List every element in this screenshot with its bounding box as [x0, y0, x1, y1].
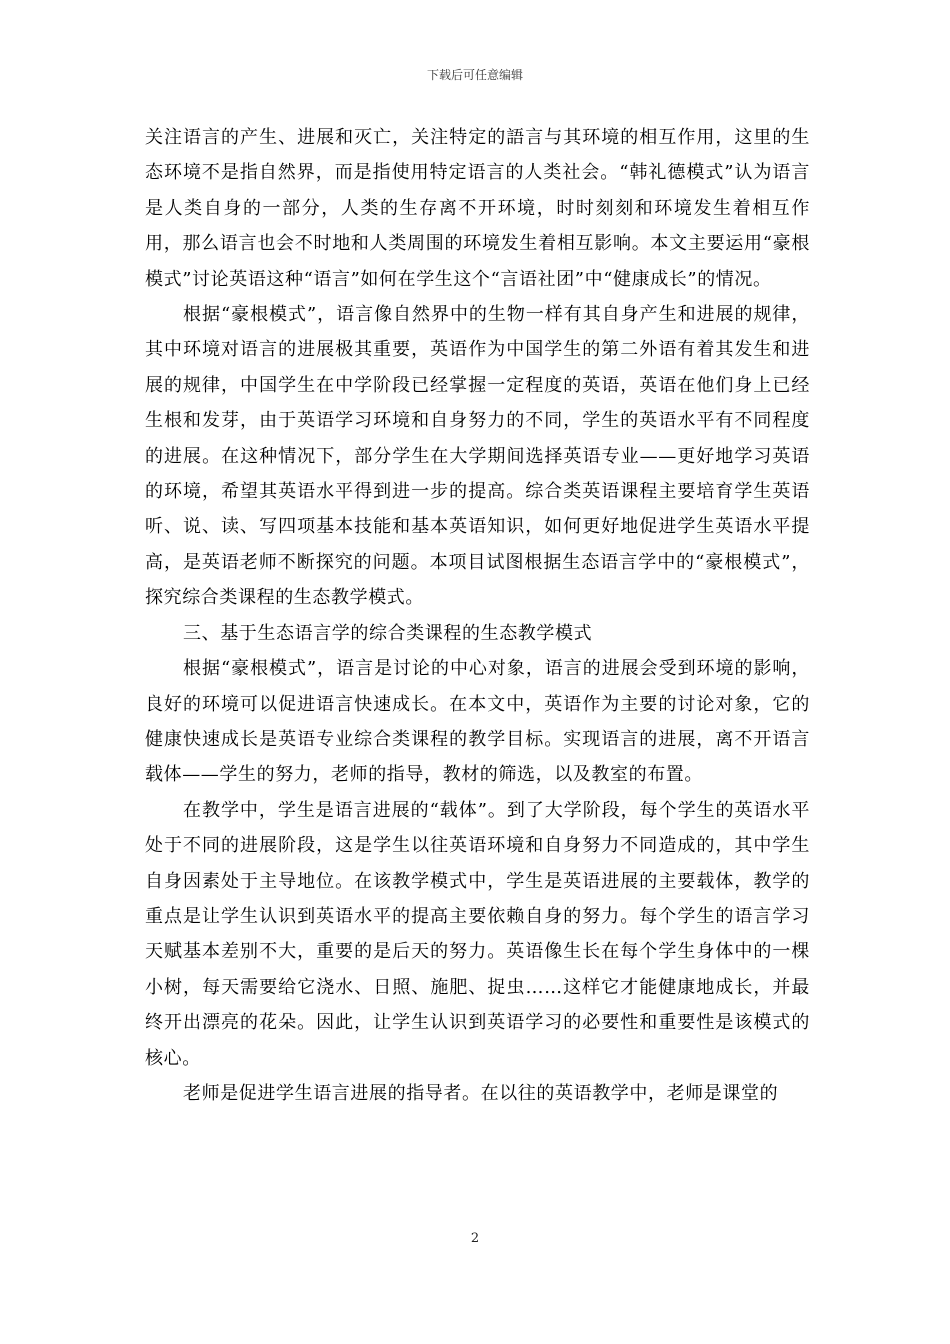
section-heading: 三、基于生态语言学的综合类课程的生态教学模式	[183, 622, 593, 644]
page-header: 下载后可任意编辑	[426, 68, 523, 82]
paragraph: 根据“豪根模式”，语言像自然界中的生物一样有其自身产生和进展的规律，其中环境对语言的进展极其重要，英语作为中国学生的第二外语有着其发生和进展的规律，中国学生在中学阶段已经掌握一定程度的英语，英语在他们身上已经生根和发芽，由于英语学习环境和自身努力的不同，学生的英语水平有不同程度的进展。在这种情况下，部分学生在大学期间选择英语专业——更好地学习英语的环境，希望其英语水平得到进一步的提高。综合类英语课程主要培育学生英语听、说、读、写四项基本技能和基本英语知识，如何更好地促进学生英语水平提高，是英语老师不断探究的问题。本项目试图根据生态语言学中的“豪根模式”，探究综合类课程的生态教学模式。	[145, 304, 810, 609]
paragraph: 关注语言的产生、进展和灭亡，关注特定的語言与其环境的相互作用，这里的生态环境不是指自然界，而是指使用特定语言的人类社会。“韩礼德模式”认为语言是人类自身的一部分，人类的生存离不开环境，时时刻刻和环境发生着相互作用，那么语言也会不时地和人类周围的环境发生着相互影响。本文主要运用“豪根模式”讨论英语这种“语言”如何在学生这个“言语社团”中“健康成长”的情况。	[145, 127, 810, 290]
paragraph: 在教学中，学生是语言进展的“载体”。到了大学阶段，每个学生的英语水平处于不同的进展阶段，这是学生以往英语环境和自身努力不同造成的，其中学生自身因素处于主导地位。在该教学模式中，学生是英语进展的主要载体，教学的重点是让学生认识到英语水平的提高主要依赖自身的努力。每个学生的语言学习天赋基本差别不大，重要的是后天的努力。英语像生长在每个学生身体中的一棵小树，每天需要给它浇水、日照、施肥、捉虫……这样它才能健康地成长，并最终开出漂亮的花朵。因此，让学生认识到英语学习的必要性和重要性是该模式的核心。	[145, 799, 810, 1069]
paragraph: 老师是促进学生语言进展的指导者。在以往的英语教学中，老师是课堂的	[183, 1082, 779, 1104]
paragraph: 根据“豪根模式”，语言是讨论的中心对象，语言的进展会受到环境的影响，良好的环境可以促进语言快速成长。在本文中，英语作为主要的讨论对象，它的健康快速成长是英语专业综合类课程的教学目标。实现语言的进展，离不开语言载体——学生的努力，老师的指导，教材的筛选，以及教室的布置。	[145, 658, 810, 786]
page-number: 2	[470, 1231, 480, 1246]
body-text	[145, 120, 810, 1111]
